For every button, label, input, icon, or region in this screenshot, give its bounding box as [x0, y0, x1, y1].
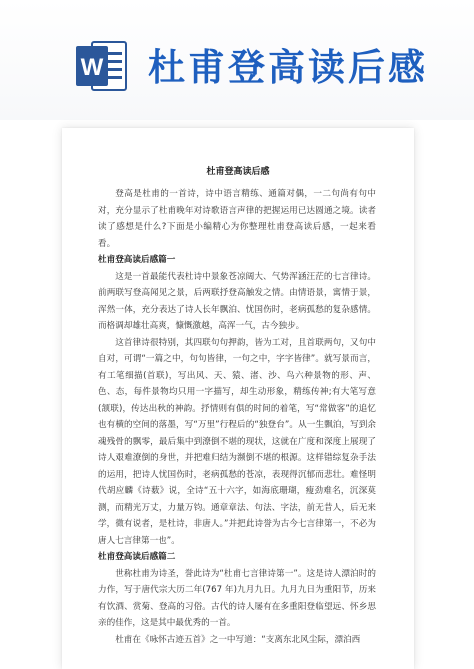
- body-paragraph: 世称杜甫为诗圣，誉此诗为“杜甫七言律诗第一”。这是诗人漂泊时的力作，写于唐代宗大历二年(767 年)九月九日。九月九日为重阳节，历来有饮酒、赏菊、登高的习俗。古代的诗人屡有在多重阳登临望远、怀乡思亲的佳作，这是其中最优秀的一首。: [98, 568, 376, 628]
- header-banner: [0, 0, 474, 120]
- body-paragraph: 这首律诗很特别，其四联句句押韵，皆为工对，且首联两句，又句中自对，可谓“一篇之中，句句皆律，一句之中，字字皆律”。就写景而言，有工笔细描(首联)，写出风、天、猿、渚、沙、鸟六种景物的形、声、色、态，每件景物均只用一字描写，却生动形象，精练传神;有大笔写意(颔联)，传达出秋的神韵。抒情则有俱的时间的着笔，写“常做客”的追忆也有横的空间的落墨，写“万里”行程后的“独登台”。从一生飘泊，写到余魂残骨的飘零，最后集中到潦倒不堪的现状，这就在广度和深度上展现了诗人艰难潦倒的身世，并把难归结为濒倒不堪的根源。这样错综复杂手法的运用，把诗人忧国伤时，老病孤愁的苍凉，表现得沉郁而悲壮。难怪明代胡应麟《诗薮》说，全诗“五十六字，如海底珊瑚，瘦劲难名，沉深莫测，而精光万丈，力量万钧。通章章法、句法、字法，前无昔人，后无来学，微有说者，是杜诗，非唐人。”并把此诗誉为古今七言律第一，不必为唐人七言律第一也”。: [98, 337, 376, 546]
- section-heading: 杜甫登高读后感篇一: [98, 255, 176, 265]
- section-heading: 杜甫登高读后感篇二: [98, 552, 176, 562]
- document-page: [62, 128, 414, 669]
- page-title: 杜甫登高读后感: [148, 46, 428, 89]
- body-paragraph: 杜甫在《咏怀古迹五首》之一中写道：“支离东北风尘际，漂泊西: [115, 634, 361, 645]
- body-paragraph: 这是一首最能代表杜诗中景象苍凉阔大、气势浑涵汪茫的七言律诗。前两联写登高闻见之景，后两联抒登高触发之情。由情语景，寓情于景，浑然一体，充分表达了诗人长年飘泊、忧国伤时，老病孤愁的复杂感情。而格调却雄壮高爽，慷慨激越，高浑一气，古今独步。: [98, 271, 376, 331]
- word-document-icon: [76, 38, 128, 94]
- intro-paragraph: 登高是杜甫的一首诗，诗中语言精练、通篇对偶，一二句尚有句中对，充分显示了杜甫晚年对诗歌语言声律的把握运用已达圆通之境。读者读了感想是什么?下面是小编精心为你整理杜甫登高读后感，一起来看看。: [98, 189, 376, 249]
- word-icon-letter: W: [80, 54, 104, 81]
- document-title: 杜甫登高读后感: [206, 167, 270, 177]
- document-body: [98, 186, 376, 648]
